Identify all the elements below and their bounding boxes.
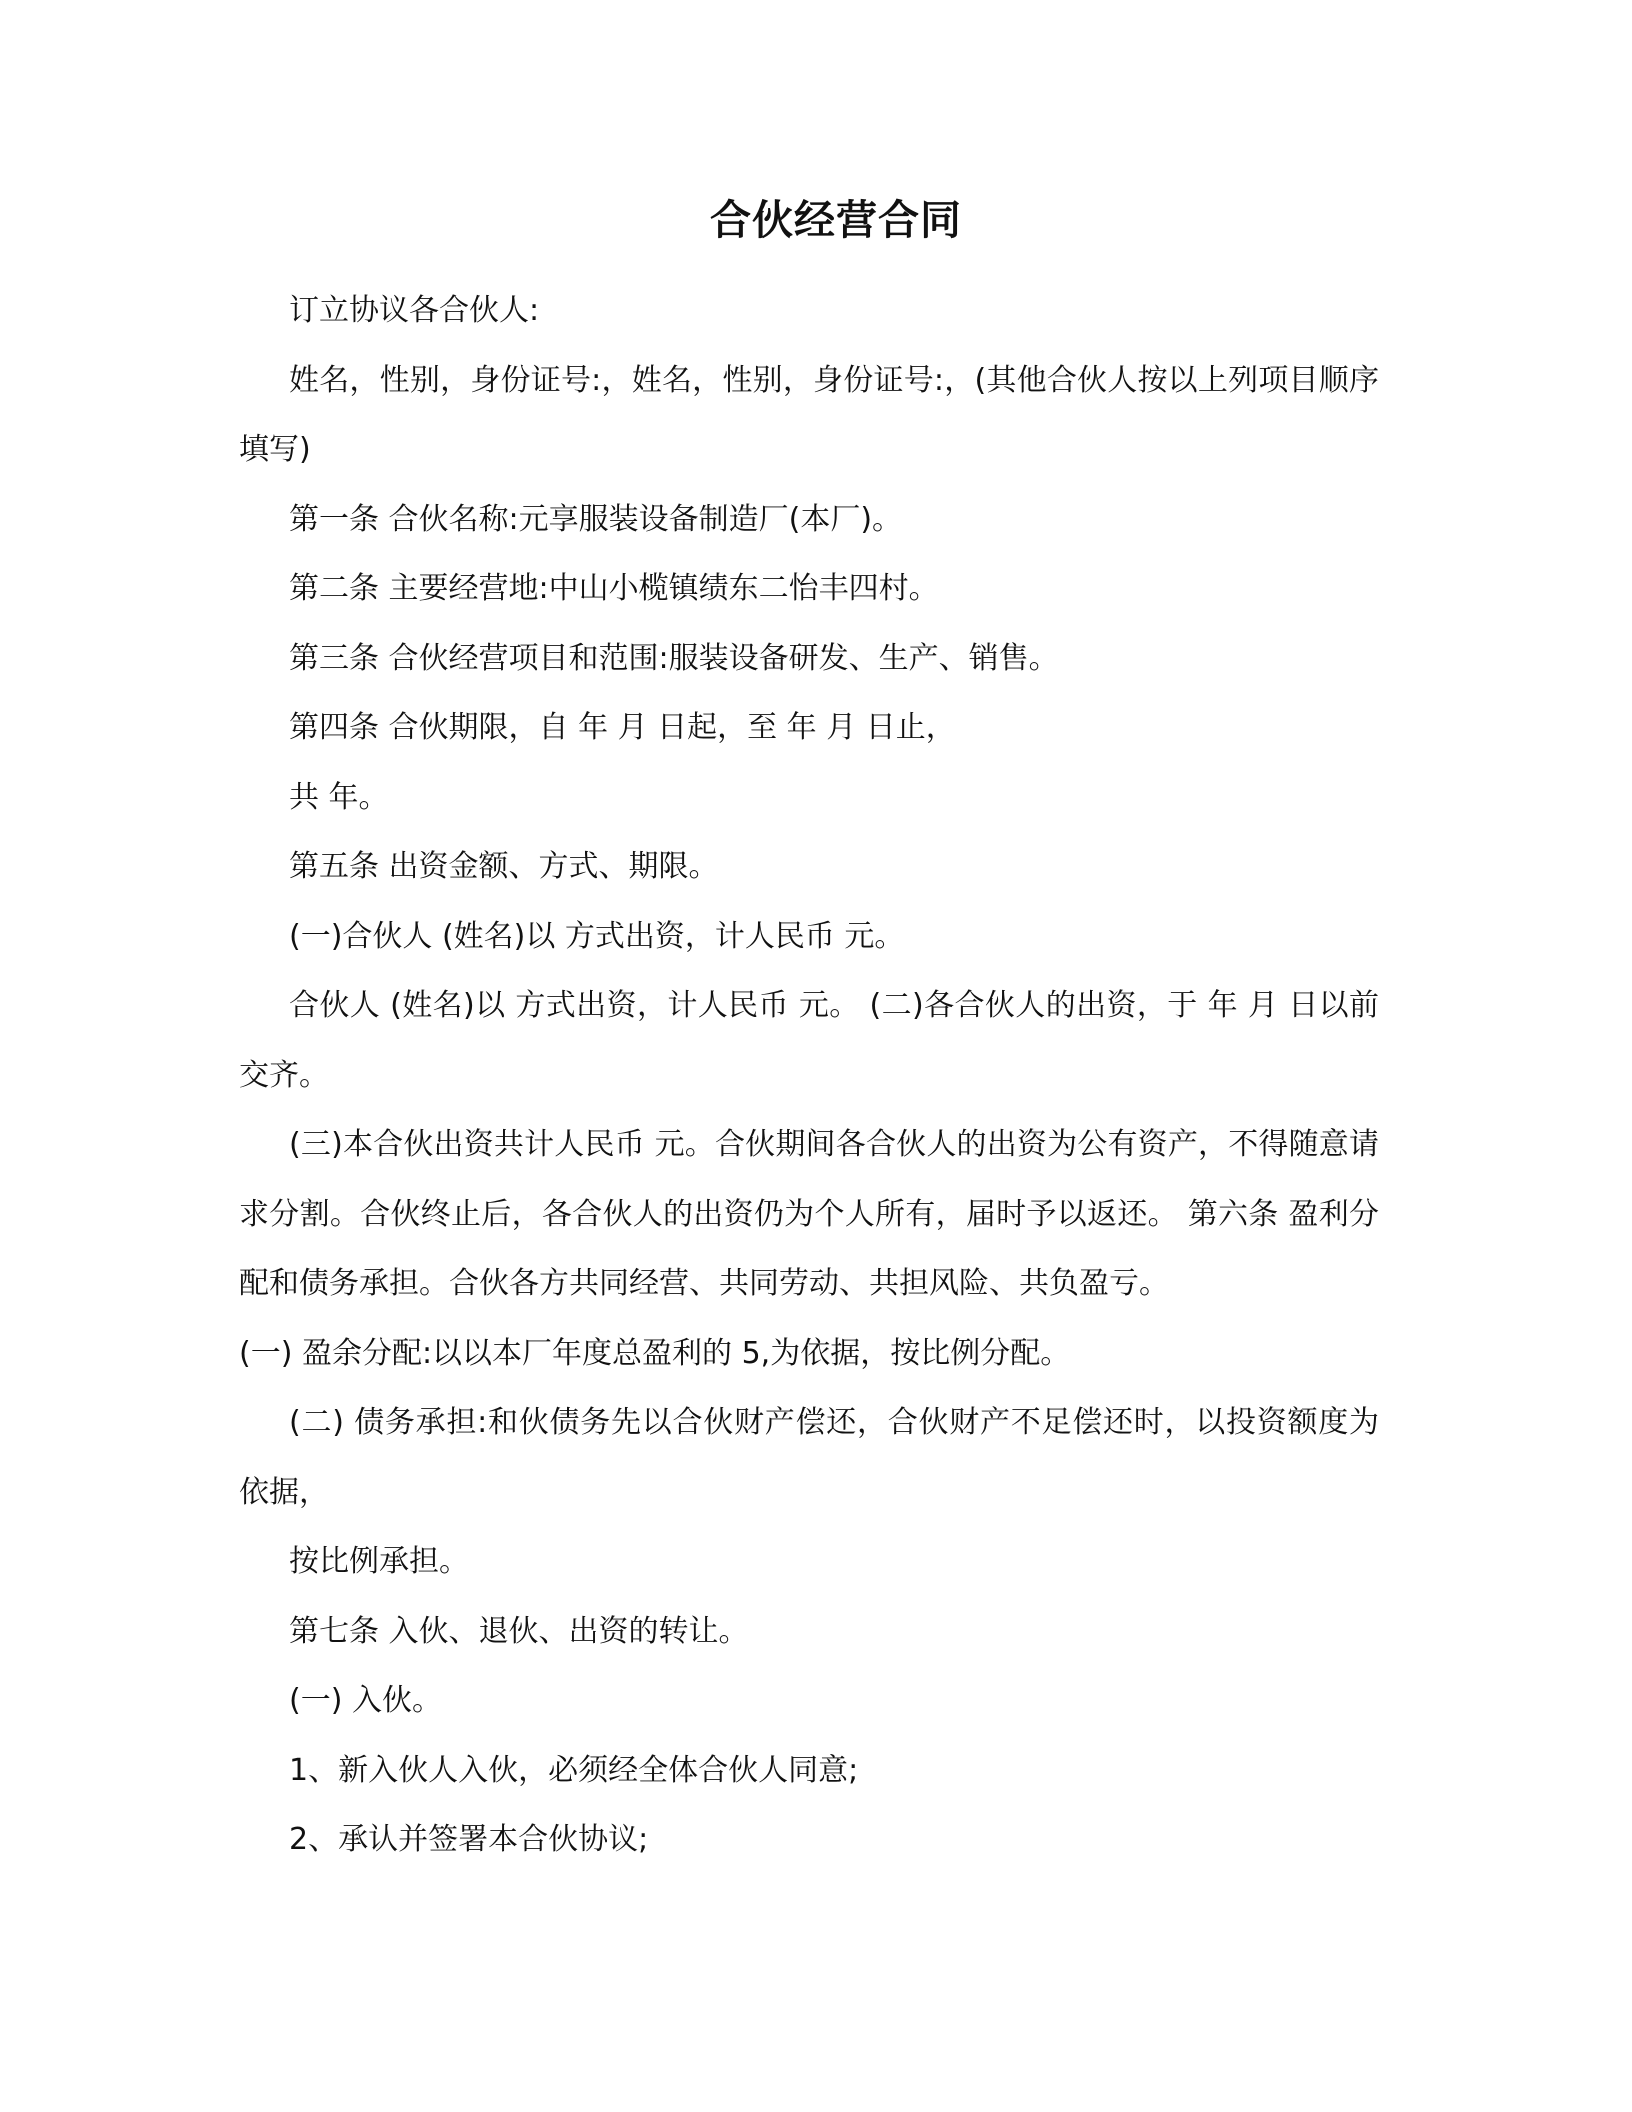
paragraph: 第三条 合伙经营项目和范围:服装设备研发、生产、销售。 [289, 640, 1059, 676]
paragraph: 第七条 入伙、退伙、出资的转让。 [289, 1613, 749, 1649]
document-body [239, 276, 1379, 1875]
paragraph: 订立协议各合伙人: [289, 293, 540, 328]
document-title: 合伙经营合同 [710, 196, 962, 244]
paragraph: (二) 债务承担:和伙债务先以合伙财产偿还，合伙财产不足偿还时，以投资额度为依据， [239, 1405, 1379, 1510]
paragraph: 第五条 出资金额、方式、期限。 [289, 849, 719, 884]
paragraph: 第二条 主要经营地:中山小榄镇绩东二怡丰四村。 [289, 571, 939, 606]
paragraph: 姓名，性别，身份证号:，姓名，性别，身份证号:，(其他合伙人按以上列项目顺序填写) [239, 362, 1379, 467]
paragraph: 第四条 合伙期限，自 年 月 日起，至 年 月 日止， [289, 710, 956, 745]
paragraph: 2、承认并签署本合伙协议; [289, 1822, 649, 1857]
paragraph: (三)本合伙出资共计人民币 元。合伙期间各合伙人的出资为公有资产，不得随意请求分割。合伙终止后，各合伙人的出资仍为个人所有，届时予以返还。 第六条 盈利分配和债务承担。合伙各方共同经营、共同劳动、共担风险、共负盈亏。 [239, 1127, 1379, 1301]
paragraph: 合伙人 (姓名)以 方式出资，计人民币 元。 (二)各合伙人的出资，于 年 月 日以前交齐。 [239, 988, 1379, 1093]
paragraph: (一)合伙人 (姓名)以 方式出资，计人民币 元。 [289, 918, 905, 954]
paragraph: (一) 盈余分配:以以本厂年度总盈利的 5,为依据，按比例分配。 [239, 1335, 1071, 1371]
paragraph: 1、新入伙人入伙，必须经全体合伙人同意; [289, 1752, 859, 1788]
paragraph: 第一条 合伙名称:元享服装设备制造厂(本厂)。 [289, 501, 903, 537]
paragraph: (一) 入伙。 [289, 1683, 442, 1718]
paragraph: 共 年。 [289, 779, 389, 815]
paragraph: 按比例承担。 [289, 1544, 469, 1579]
